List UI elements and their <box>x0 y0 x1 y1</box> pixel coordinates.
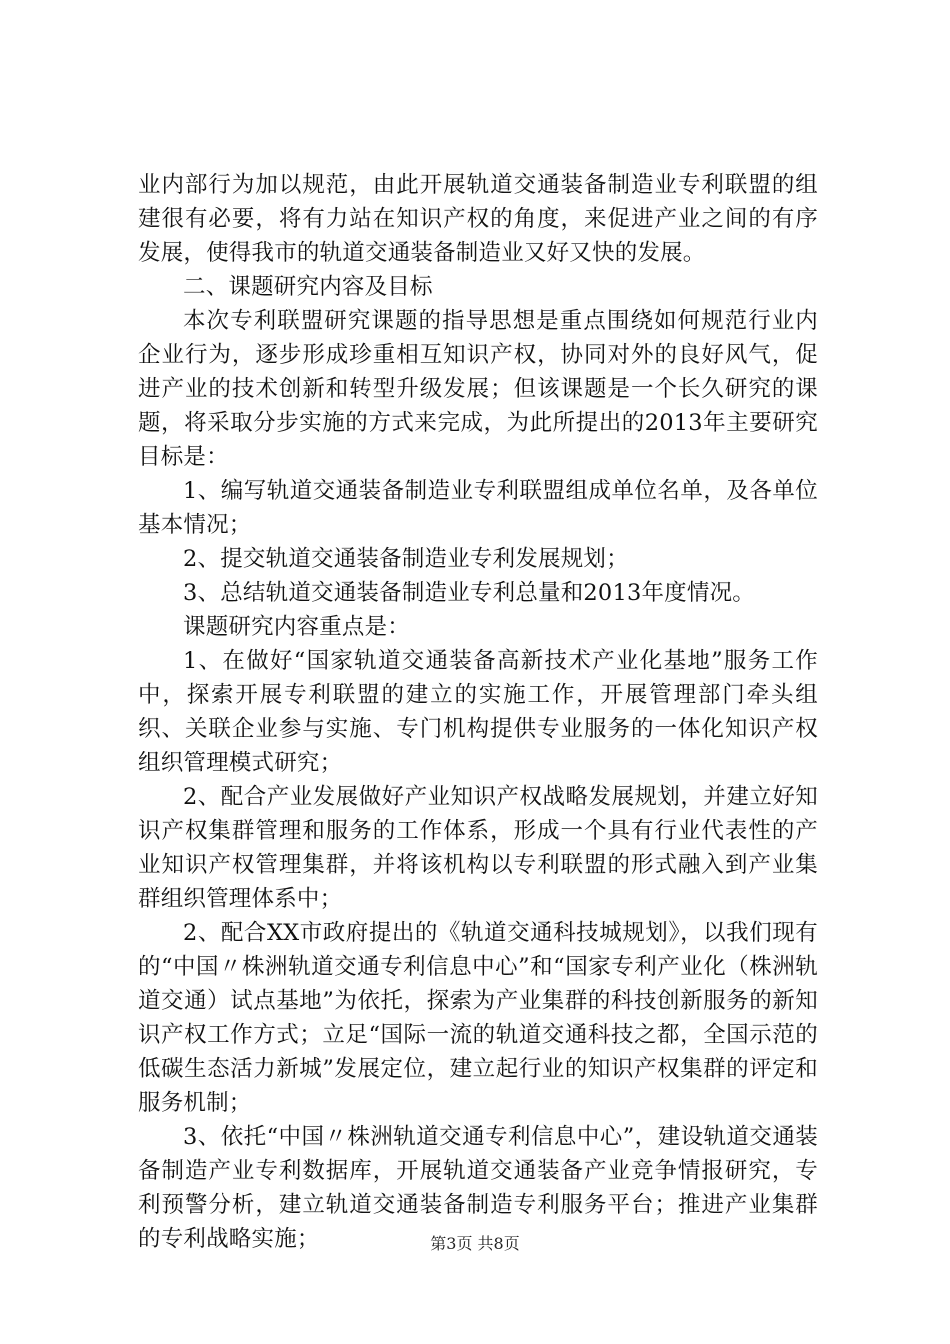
document-body <box>138 168 818 1256</box>
goal-item-1: 1、编写轨道交通装备制造业专利联盟组成单位名单，及各单位基本情况； <box>138 478 818 538</box>
page-footer: 第3页 共8页 <box>430 1234 520 1253</box>
section-heading: 二、课题研究内容及目标 <box>183 274 433 300</box>
paragraph-intro: 业内部行为加以规范，由此开展轨道交通装备制造业专利联盟的组建很有必要，将有力站在知识产权的角度，来促进产业之间的有序发展，使得我市的轨道交通装备制造业又好又快的发展。 <box>138 172 818 266</box>
content-item-2b: 2、配合XX市政府提出的《轨道交通科技城规划》，以我们现有的“中国〃株洲轨道交通专利信息中心”和“国家专利产业化（株洲轨道交通）试点基地”为依托，探索为产业集群的科技创新服务的新知识产权工作方式；立足“国际一流的轨道交通科技之都，全国示范的低碳生态活力新城”发展定位，建立起行业的知识产权集群的评定和服务机制； <box>138 920 818 1116</box>
content-item-2a: 2、配合产业发展做好产业知识产权战略发展规划，并建立好知识产权集群管理和服务的工作体系，形成一个具有行业代表性的产业知识产权管理集群，并将该机构以专利联盟的形式融入到产业集群组织管理体系中； <box>138 784 818 912</box>
content-focus-heading: 课题研究内容重点是： <box>183 614 411 640</box>
content-item-3: 3、依托“中国〃株洲轨道交通专利信息中心”，建设轨道交通装备制造产业专利数据库，开展轨道交通装备产业竞争情报研究，专利预警分析，建立轨道交通装备制造专利服务平台；推进产业集群的专利战略实施； <box>138 1124 818 1252</box>
content-item-1: 1、在做好“国家轨道交通装备高新技术产业化基地”服务工作中，探索开展专利联盟的建立的实施工作，开展管理部门牵头组织、关联企业参与实施、专门机构提供专业服务的一体化知识产权组织管理模式研究； <box>138 648 818 776</box>
goal-item-2: 2、提交轨道交通装备制造业专利发展规划； <box>183 546 629 572</box>
goal-item-3: 3、总结轨道交通装备制造业专利总量和2013年度情况。 <box>183 580 755 606</box>
paragraph-guiding-idea: 本次专利联盟研究课题的指导思想是重点围绕如何规范行业内企业行为，逐步形成珍重相互知识产权，协同对外的良好风气，促进产业的技术创新和转型升级发展；但该课题是一个长久研究的课题，将采取分步实施的方式来完成，为此所提出的2013年主要研究目标是： <box>138 308 818 470</box>
